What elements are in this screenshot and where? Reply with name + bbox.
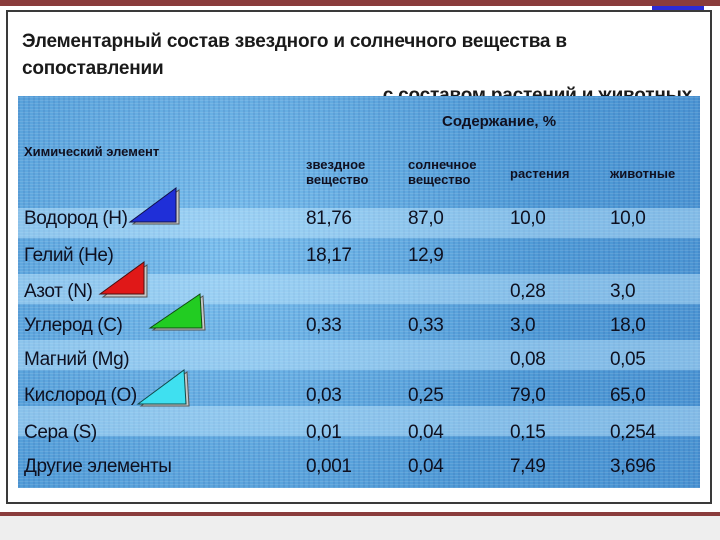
solar-value: 0,25 bbox=[408, 385, 444, 406]
column-header-animals: животные bbox=[610, 166, 676, 181]
stellar-value: 81,76 bbox=[306, 208, 352, 229]
animals-value: 3,696 bbox=[610, 456, 656, 477]
animals-value: 0,254 bbox=[610, 422, 656, 443]
stellar-value: 18,17 bbox=[306, 245, 352, 266]
solar-value: 12,9 bbox=[408, 245, 444, 266]
plants-value: 0,28 bbox=[510, 281, 546, 302]
plants-value: 0,08 bbox=[510, 349, 546, 370]
row-stripe bbox=[18, 406, 700, 436]
animals-value: 3,0 bbox=[610, 281, 636, 302]
plants-value: 79,0 bbox=[510, 385, 546, 406]
element-name: Гелий (Не) bbox=[24, 245, 114, 266]
oxygen-marker-icon bbox=[134, 366, 192, 412]
column-header-solar: солнечное вещество bbox=[408, 157, 477, 187]
element-name: Кислород (О) bbox=[24, 385, 137, 406]
animals-value: 0,05 bbox=[610, 349, 646, 370]
element-name: Азот (N) bbox=[24, 281, 93, 302]
stellar-value: 0,001 bbox=[306, 456, 352, 477]
solar-value: 0,04 bbox=[408, 456, 444, 477]
animals-value: 10,0 bbox=[610, 208, 646, 229]
carbon-marker-shape bbox=[150, 294, 202, 328]
title-line-1: Элементарный состав звездного и солнечного вещества в сопоставлении bbox=[22, 31, 567, 79]
stellar-value: 0,01 bbox=[306, 422, 342, 443]
element-column-header: Химический элемент bbox=[24, 144, 160, 159]
oxygen-marker-shape bbox=[138, 370, 186, 404]
plants-value: 10,0 bbox=[510, 208, 546, 229]
element-name: Другие элементы bbox=[24, 456, 172, 477]
column-header-plants: растения bbox=[510, 166, 570, 181]
solar-value: 0,33 bbox=[408, 315, 444, 336]
group-header: Содержание, % bbox=[442, 113, 557, 130]
element-name: Водород (Н) bbox=[24, 208, 128, 229]
bottom-band bbox=[0, 512, 720, 540]
element-name: Сера (S) bbox=[24, 422, 97, 443]
hydrogen-marker-icon bbox=[126, 184, 182, 226]
plants-value: 7,49 bbox=[510, 456, 546, 477]
column-header-stellar: звездное вещество bbox=[306, 157, 369, 187]
carbon-marker-icon bbox=[146, 290, 210, 334]
element-name: Углерод (С) bbox=[24, 315, 123, 336]
solar-value: 87,0 bbox=[408, 208, 444, 229]
nitrogen-marker-shape bbox=[100, 262, 144, 294]
stellar-value: 0,03 bbox=[306, 385, 342, 406]
bottom-rule bbox=[0, 512, 720, 516]
stellar-value: 0,33 bbox=[306, 315, 342, 336]
animals-value: 18,0 bbox=[610, 315, 646, 336]
hydrogen-marker-shape bbox=[130, 188, 176, 222]
plants-value: 3,0 bbox=[510, 315, 536, 336]
element-name: Магний (Mg) bbox=[24, 349, 130, 370]
plants-value: 0,15 bbox=[510, 422, 546, 443]
top-rule bbox=[0, 0, 720, 6]
animals-value: 65,0 bbox=[610, 385, 646, 406]
solar-value: 0,04 bbox=[408, 422, 444, 443]
nitrogen-marker-icon bbox=[96, 258, 152, 302]
